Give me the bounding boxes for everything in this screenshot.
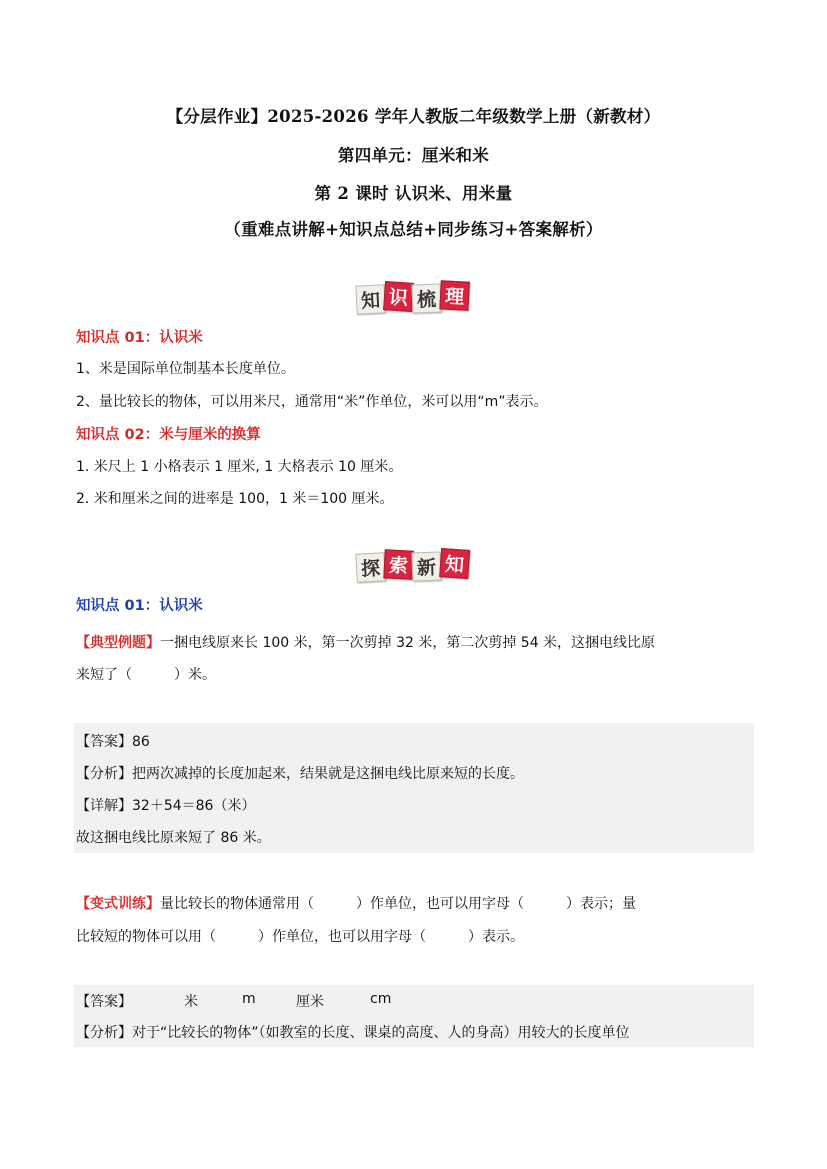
analysis-label: 【分析】 — [76, 1025, 132, 1041]
knowledge-summary-badge — [356, 283, 468, 312]
explore-new-badge — [356, 551, 468, 580]
knowledge-point-1-item: 1、米是国际单位制基本长度单位。 — [76, 361, 295, 377]
variant-question-line: 比较短的物体可以用（ ）作单位，也可以用字母（ ）表示。 — [76, 929, 524, 945]
lesson-title: 第 2 课时 认识米、用米量 — [314, 184, 513, 203]
knowledge-point-2-item: 2. 米和厘米之间的进率是 100，1 米＝100 厘米。 — [76, 491, 394, 507]
example-tag: 【典型例题】 — [76, 635, 160, 651]
answer-line — [76, 991, 392, 1011]
example-question-line: 来短了（ ）米。 — [76, 667, 216, 683]
answer-label: 【答案】 — [76, 994, 132, 1010]
answer-label: 【答案】 — [76, 734, 132, 750]
variant-tag: 【变式训练】 — [76, 896, 160, 912]
badge-tile: 识 — [383, 281, 414, 312]
knowledge-point-2-heading: 知识点 02：米与厘米的换算 — [76, 427, 261, 443]
variant-question-line — [76, 893, 636, 913]
answer-value: cm — [370, 991, 392, 1007]
badge-tile: 探 — [355, 552, 385, 582]
badge-tile: 索 — [383, 549, 413, 579]
document-title: 【分层作业】2025-2026 学年人教版二年级数学上册（新教材） — [166, 107, 661, 126]
knowledge-point-1-item: 2、量比较长的物体，可以用米尺，通常用“米”作单位，米可以用“m”表示。 — [76, 394, 548, 410]
detail-line — [76, 795, 255, 815]
example-text: 一捆电线原来长 100 米，第一次剪掉 32 米，第二次剪掉 54 米，这捆电线比原 — [160, 635, 656, 651]
answer-line — [76, 731, 150, 751]
conclusion-line: 故这捆电线比原来短了 86 米。 — [76, 830, 271, 846]
analysis-label: 【分析】 — [76, 766, 132, 782]
analysis-text: 对于“比较长的物体”（如教室的长度、课桌的高度、人的身高）用较大的长度单位 — [132, 1025, 630, 1041]
badge-tile: 知 — [439, 548, 470, 579]
knowledge-point-1-heading: 知识点 01：认识米 — [76, 330, 203, 346]
analysis-text: 把两次减掉的长度加起来，结果就是这捆电线比原来短的长度。 — [132, 766, 524, 782]
detail-label: 【详解】 — [76, 798, 132, 814]
badge-tile: 知 — [355, 284, 385, 314]
analysis-line — [76, 1022, 630, 1042]
detail-text: 32＋54＝86（米） — [132, 798, 256, 814]
badge-tile: 梳 — [412, 284, 442, 314]
knowledge-point-2-item: 1. 米尺上 1 小格表示 1 厘米, 1 大格表示 10 厘米。 — [76, 459, 403, 475]
answer-value: 米 — [184, 994, 198, 1010]
answer-value: 厘米 — [296, 994, 324, 1010]
variant-text: 量比较长的物体通常用（ ）作单位，也可以用字母（ ）表示；量 — [160, 896, 636, 912]
analysis-line — [76, 763, 524, 783]
badge-tile: 理 — [439, 280, 469, 310]
example-question-line — [76, 632, 655, 652]
explore-knowledge-point-heading: 知识点 01：认识米 — [76, 598, 203, 614]
answer-value: m — [242, 991, 256, 1007]
subtitle: （重难点讲解+知识点总结+同步练习+答案解析） — [224, 220, 603, 239]
answer-value: 86 — [132, 734, 150, 750]
badge-tile: 新 — [412, 552, 442, 582]
unit-title: 第四单元：厘米和米 — [337, 146, 490, 165]
